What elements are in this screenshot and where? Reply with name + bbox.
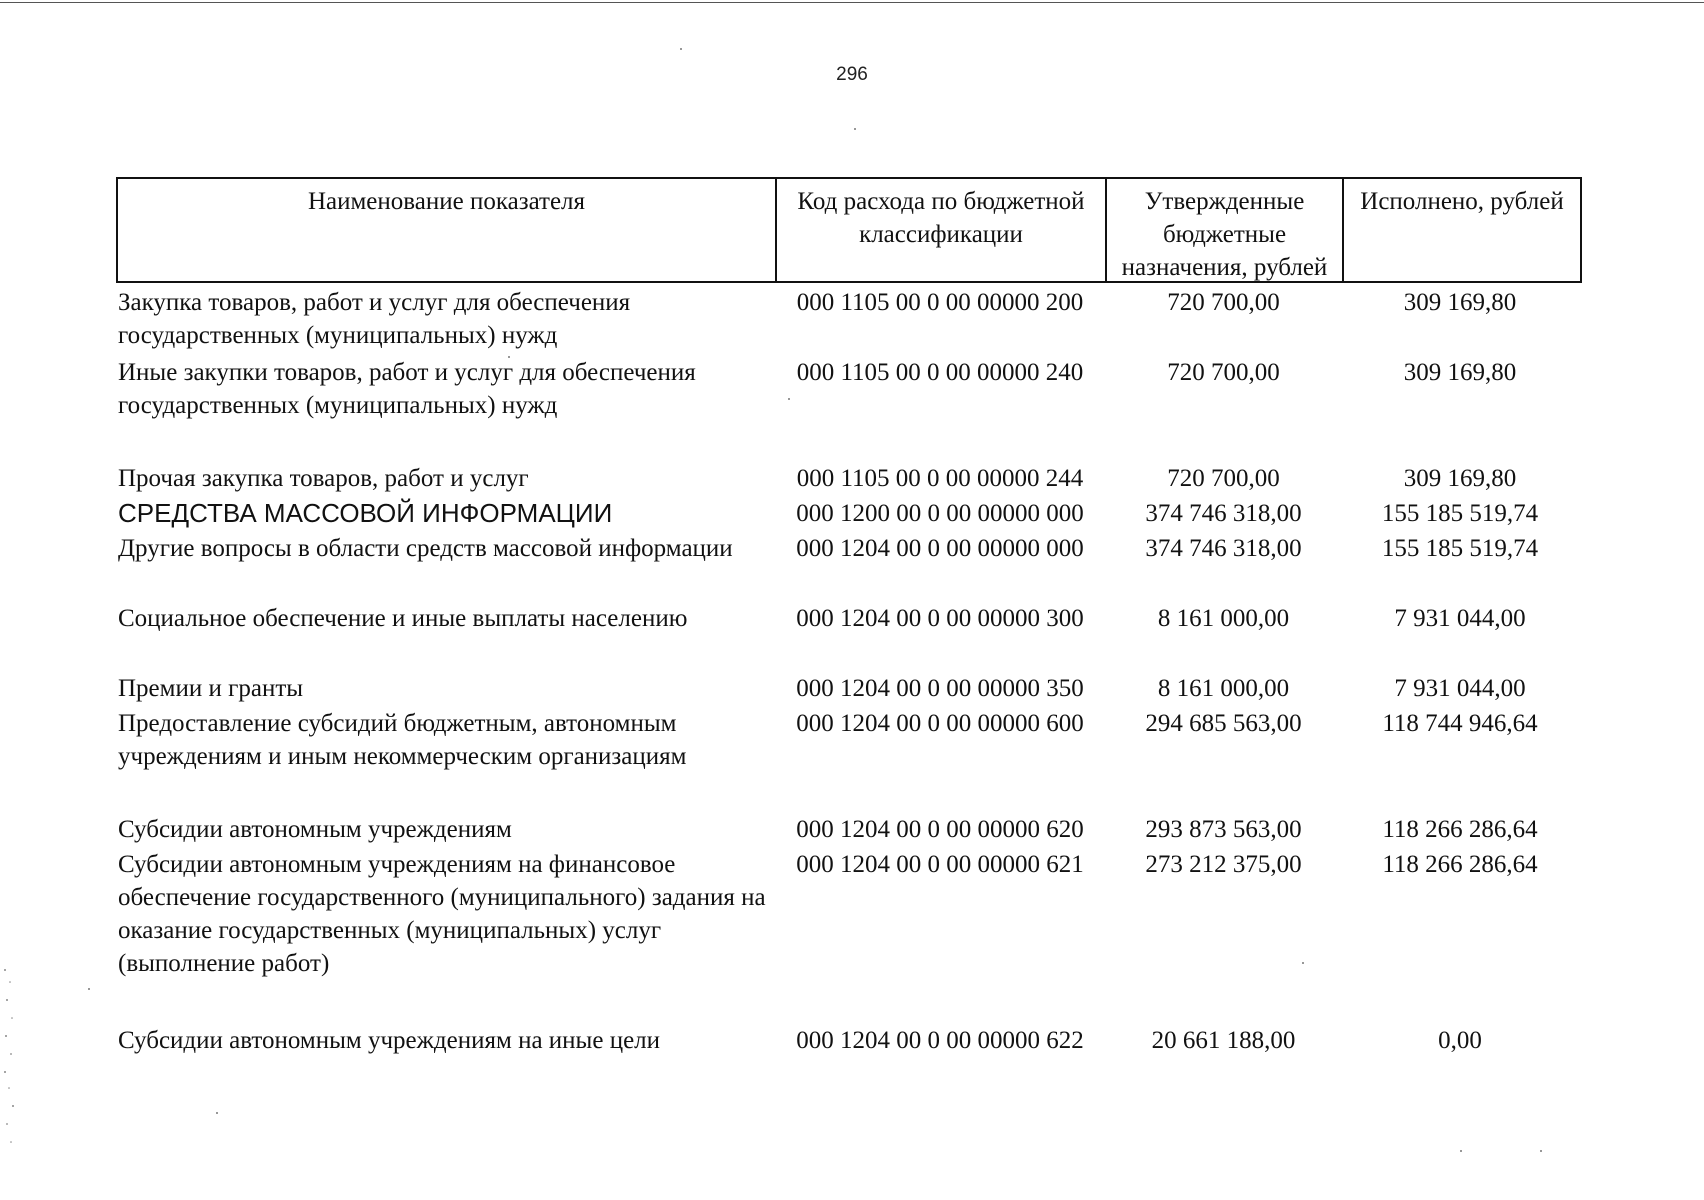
row-approved: 8 161 000,00 bbox=[1157, 605, 1290, 632]
row-name: Субсидии автономным учреждениям bbox=[118, 816, 512, 843]
table-row bbox=[116, 529, 1582, 599]
row-executed: 309 169,80 bbox=[1403, 359, 1517, 386]
row-approved: 294 685 563,00 bbox=[1145, 710, 1302, 737]
row-code: 000 1204 00 0 00 00000 350 bbox=[796, 675, 1084, 702]
row-approved: 720 700,00 bbox=[1167, 465, 1280, 492]
row-code: 000 1204 00 0 00 00000 600 bbox=[796, 710, 1084, 737]
row-code: 000 1204 00 0 00 00000 620 bbox=[796, 816, 1084, 843]
table-header bbox=[116, 177, 1582, 283]
row-code: 000 1204 00 0 00 00000 622 bbox=[796, 1027, 1084, 1054]
table-body bbox=[116, 283, 1582, 1056]
table-row bbox=[116, 845, 1582, 1021]
table-row bbox=[116, 1021, 1582, 1056]
row-executed: 7 931 044,00 bbox=[1394, 675, 1526, 702]
row-approved: 720 700,00 bbox=[1167, 289, 1280, 316]
row-code: 000 1105 00 0 00 00000 200 bbox=[796, 289, 1084, 316]
row-approved: 20 661 188,00 bbox=[1151, 1027, 1296, 1054]
scan-speck bbox=[1460, 1150, 1462, 1152]
row-executed: 309 169,80 bbox=[1403, 465, 1517, 492]
table-row-section bbox=[116, 494, 1582, 529]
scan-top-border bbox=[0, 2, 1704, 3]
row-name: Премии и гранты bbox=[118, 675, 304, 702]
row-name: Другие вопросы в области средств массовой информации bbox=[118, 535, 733, 562]
header-name: Наименование показателя bbox=[118, 179, 777, 281]
table-row bbox=[116, 353, 1582, 459]
row-executed: 0,00 bbox=[1438, 1027, 1482, 1054]
header-executed: Исполнено, рублей bbox=[1360, 188, 1564, 215]
row-executed: 118 744 946,64 bbox=[1382, 710, 1538, 737]
scan-speck bbox=[216, 1112, 218, 1114]
scan-speck bbox=[680, 48, 682, 50]
row-executed: 155 185 519,74 bbox=[1381, 535, 1539, 562]
table-row bbox=[116, 599, 1582, 669]
header-code: Код расхода по бюджетной классификации bbox=[777, 179, 1107, 281]
scan-speck bbox=[508, 356, 510, 358]
row-name: Социальное обеспечение и иные выплаты населению bbox=[118, 605, 688, 632]
row-executed: 7 931 044,00 bbox=[1394, 605, 1526, 632]
row-code: 000 1105 00 0 00 00000 240 bbox=[796, 359, 1084, 386]
row-code: 000 1204 00 0 00 00000 000 bbox=[796, 535, 1084, 562]
row-approved: 720 700,00 bbox=[1167, 359, 1280, 386]
row-approved: 374 746 318,00 bbox=[1145, 500, 1302, 527]
row-name: СРЕДСТВА МАССОВОЙ ИНФОРМАЦИИ bbox=[118, 498, 613, 528]
row-code: 000 1200 00 0 00 00000 000 bbox=[796, 500, 1084, 527]
row-name: Закупка товаров, работ и услуг для обеспечения государственных (муниципальных) нужд bbox=[118, 289, 631, 349]
row-executed: 118 266 286,64 bbox=[1382, 816, 1538, 843]
row-executed: 155 185 519,74 bbox=[1381, 500, 1539, 527]
page-number: 296 bbox=[836, 64, 868, 85]
row-approved: 293 873 563,00 bbox=[1145, 816, 1302, 843]
scan-edge-noise bbox=[2, 960, 16, 1160]
row-executed: 309 169,80 bbox=[1403, 289, 1517, 316]
scan-speck bbox=[1540, 1150, 1542, 1152]
table-row bbox=[116, 704, 1582, 810]
row-code: 000 1204 00 0 00 00000 621 bbox=[796, 851, 1084, 878]
row-name: Прочая закупка товаров, работ и услуг bbox=[118, 465, 529, 492]
row-executed: 118 266 286,64 bbox=[1382, 851, 1538, 878]
table-row bbox=[116, 810, 1582, 845]
table-row bbox=[116, 459, 1582, 494]
row-code: 000 1204 00 0 00 00000 300 bbox=[796, 605, 1084, 632]
row-approved: 273 212 375,00 bbox=[1145, 851, 1302, 878]
row-name: Предоставление субсидий бюджетным, автономным учреждениям и иным некоммерческим организациям bbox=[118, 710, 687, 770]
row-name: Субсидии автономным учреждениям на иные цели bbox=[118, 1027, 661, 1054]
row-name: Субсидии автономным учреждениям на финансовое обеспечение государственного (муниципального) задания на оказание государственных (муниципальных) услуг (выполнение работ) bbox=[118, 851, 766, 977]
row-approved: 8 161 000,00 bbox=[1157, 675, 1290, 702]
row-approved: 374 746 318,00 bbox=[1145, 535, 1302, 562]
scan-speck bbox=[788, 398, 790, 400]
header-approved: Утвержденные бюджетные назначения, рублей bbox=[1107, 179, 1344, 281]
scan-speck bbox=[854, 128, 856, 130]
row-code: 000 1105 00 0 00 00000 244 bbox=[796, 465, 1084, 492]
row-name: Иные закупки товаров, работ и услуг для обеспечения государственных (муниципальных) нужд bbox=[118, 359, 696, 419]
table-row bbox=[116, 283, 1582, 353]
table-row bbox=[116, 669, 1582, 704]
scan-speck bbox=[1302, 962, 1304, 964]
scan-speck bbox=[88, 988, 90, 990]
